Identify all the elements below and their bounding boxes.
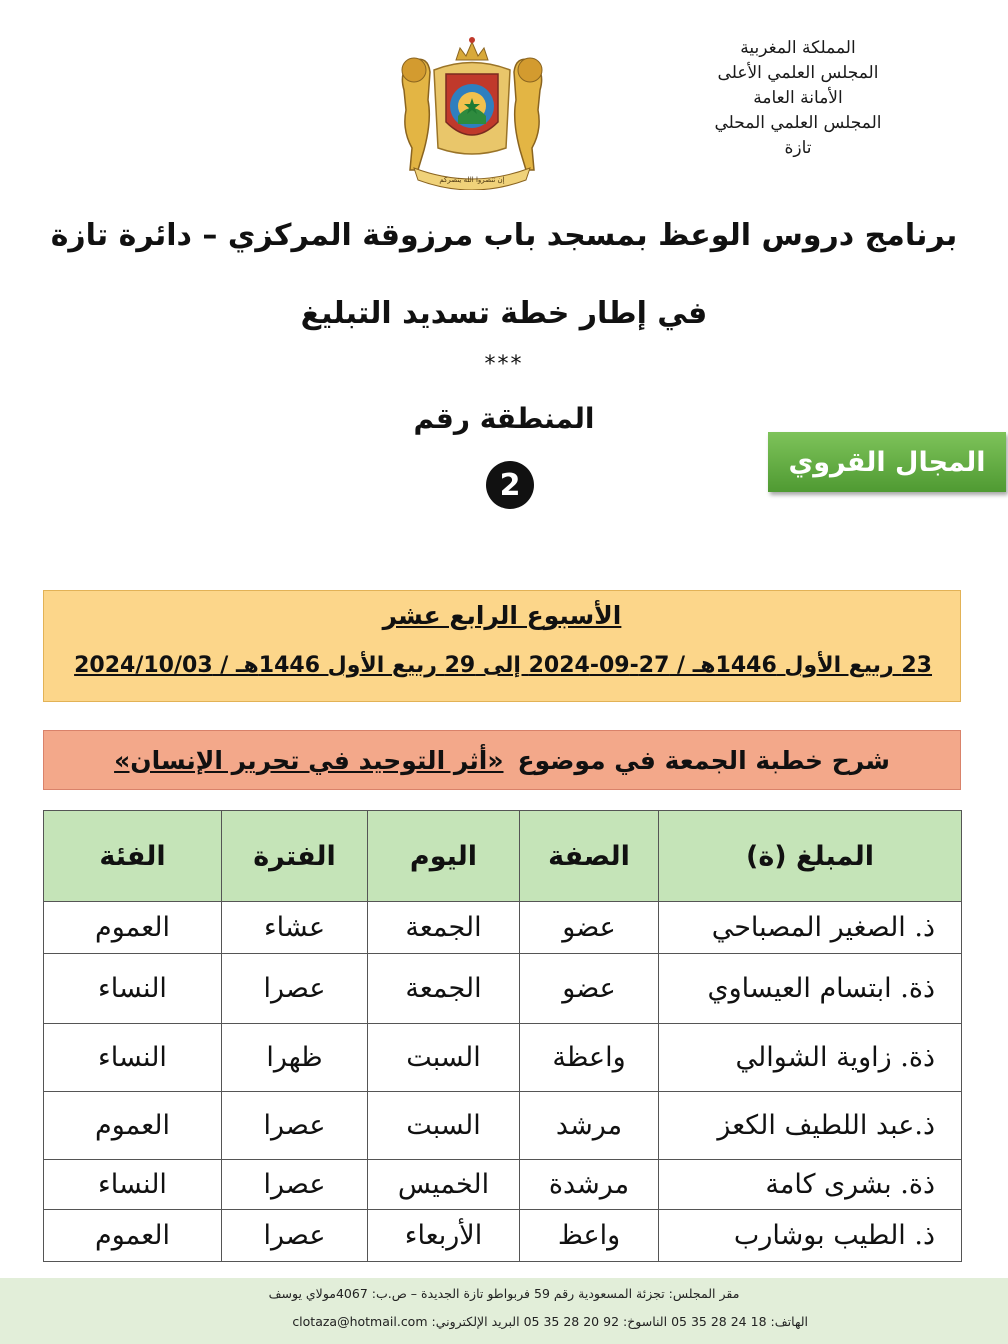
rural-domain-badge: المجال القروي [768, 432, 1006, 492]
lesson-period: عصرا [222, 954, 368, 1024]
lesson-day: الجمعة [368, 954, 520, 1024]
preacher-name: ذة. ابتسام العيساوي [659, 954, 962, 1024]
table-header-row [44, 811, 962, 902]
preacher-name: ذ.عبد اللطيف الكعز [659, 1092, 962, 1160]
target-audience: العموم [44, 902, 222, 954]
target-audience: العموم [44, 1092, 222, 1160]
header-role: الصفة [520, 811, 659, 902]
table-row [44, 1210, 962, 1262]
lesson-period: عصرا [222, 1092, 368, 1160]
lesson-period: عصرا [222, 1210, 368, 1262]
preacher-name: ذ. الصغير المصباحي [659, 902, 962, 954]
program-title: برنامج دروس الوعظ بمسجد باب مرزوقة المركزي – دائرة تازة [50, 218, 958, 253]
preacher-name: ذة. بشرى كامة [659, 1160, 962, 1210]
lesson-period: عشاء [222, 902, 368, 954]
table-row [44, 902, 962, 954]
sermon-topic-box [43, 730, 961, 790]
table-row [44, 1024, 962, 1092]
lesson-period: عصرا [222, 1160, 368, 1210]
target-audience: النساء [44, 1160, 222, 1210]
table-row [44, 1160, 962, 1210]
program-subtitle: في إطار خطة تسديد التبليغ [300, 296, 708, 331]
header-line-general-secretariat: الأمانة العامة [753, 88, 843, 108]
topic-title: «أثر التوحيد في تحرير الإنسان» [114, 745, 504, 775]
target-audience: النساء [44, 954, 222, 1024]
lesson-day: الخميس [368, 1160, 520, 1210]
separator-stars: *** [484, 352, 524, 377]
preacher-name: ذة. زاوية الشوالي [659, 1024, 962, 1092]
week-dates: 23 ربيع الأول 1446هـ / 27-09-2024 إلى 29 ربيع الأول 1446هـ / 2024/10/03 [74, 653, 932, 678]
header-line-kingdom: المملكة المغربية [740, 38, 856, 58]
footer-contact-bar [0, 1278, 1008, 1344]
topic-prefix: شرح خطبة الجمعة في موضوع [517, 745, 890, 775]
lesson-day: السبت [368, 1092, 520, 1160]
header-audience: الفئة [44, 811, 222, 902]
zone-label: المنطقة رقم [413, 402, 595, 435]
coat-of-arms-emblem [384, 30, 560, 190]
header-period: الفترة [222, 811, 368, 902]
table-row [44, 954, 962, 1024]
preacher-role: عضو [520, 902, 659, 954]
week-box [43, 590, 961, 702]
header-line-local-council: المجلس العلمي المحلي [714, 113, 882, 133]
footer-address: مقر المجلس: تجزئة المسعودية رقم 59 فربواطو تازة الجديدة – ص.ب: 4067مولاي يوسف [268, 1286, 740, 1301]
header-day: اليوم [368, 811, 520, 902]
preacher-role: مرشدة [520, 1160, 659, 1210]
preacher-role: واعظ [520, 1210, 659, 1262]
preacher-name: ذ. الطيب بوشارب [659, 1210, 962, 1262]
institution-header [688, 36, 908, 161]
preacher-role: واعظة [520, 1024, 659, 1092]
preacher-role: عضو [520, 954, 659, 1024]
header-line-city: تازة [784, 138, 812, 158]
target-audience: النساء [44, 1024, 222, 1092]
lesson-period: ظهرا [222, 1024, 368, 1092]
lesson-day: الجمعة [368, 902, 520, 954]
preacher-role: مرشد [520, 1092, 659, 1160]
footer-contact: الهاتف: 18 24 28 35 05 الناسوخ: 92 20 28 35 05 البريد الإلكتروني: clotaza@hotmail.com [292, 1314, 808, 1329]
zone-number-badge: 2 [486, 461, 534, 509]
target-audience: العموم [44, 1210, 222, 1262]
lesson-day: الأربعاء [368, 1210, 520, 1262]
week-title: الأسبوع الرابع عشر [382, 601, 622, 630]
lesson-day: السبت [368, 1024, 520, 1092]
header-line-superior-council: المجلس العلمي الأعلى [717, 63, 879, 83]
header-preacher: المبلغ (ة) [659, 811, 962, 902]
schedule-table [43, 810, 962, 1262]
table-row [44, 1092, 962, 1160]
emblem-motto: إن تنصروا الله ينصركم [439, 176, 505, 184]
